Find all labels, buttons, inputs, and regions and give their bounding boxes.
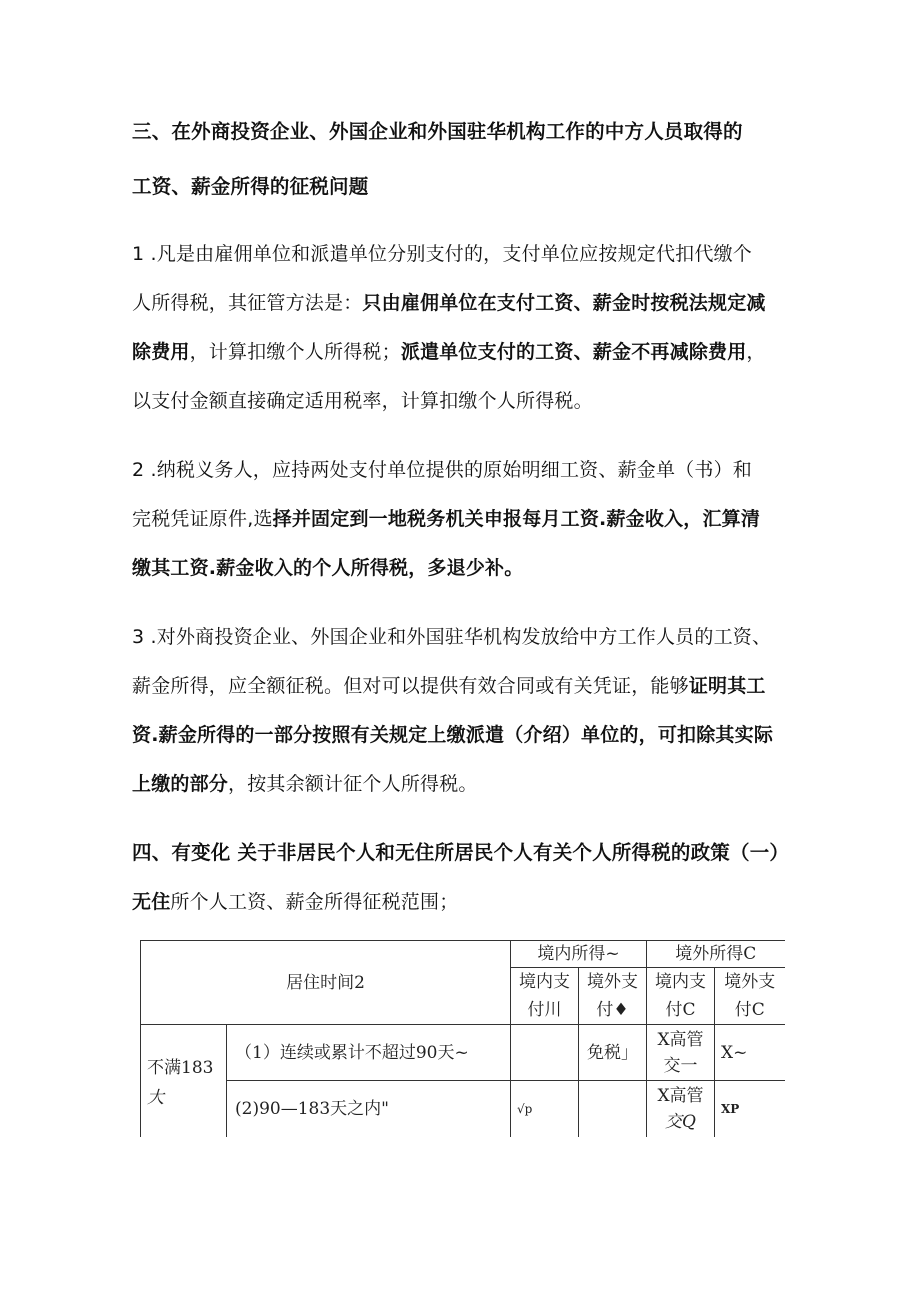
row-1-foreign-in-line-2: 交一: [663, 1055, 698, 1076]
para-2-line-2-bold: 择并固定到一地税务机关申报每月工资.薪金收入，汇算清: [272, 508, 761, 530]
para-3-line-4-bold: 上缴的部分: [132, 773, 229, 795]
section-3-title-line-2: 工资、薪金所得的征税问题: [132, 175, 369, 198]
para-1-line-3: [132, 338, 766, 366]
row-2-label: (2)90—183天之内": [227, 1081, 511, 1137]
para-1-line-2-bold: 只由雇佣单位在支付工资、薪金时按税法规定减: [362, 292, 766, 314]
group-under-183: [141, 1025, 227, 1137]
para-1-line-3-bold-a: 除费用: [132, 341, 190, 363]
row-2-domestic-in: √p: [511, 1081, 579, 1137]
section-4-line-2-normal: 所个人工资、薪金所得征税范围；: [170, 891, 459, 913]
para-3-line-2-bold: 证明其工: [688, 675, 766, 697]
header-domestic-income: 境内所得~: [511, 941, 647, 968]
subheader-foreign-paid-in: 境内支: [647, 968, 715, 996]
row-1-foreign-in-line-1: X高管: [657, 1029, 704, 1050]
row-1-domestic-in: [511, 1025, 579, 1081]
row-1-foreign-in: [647, 1025, 715, 1081]
row-2-foreign-in-line-2: 交Q: [665, 1111, 696, 1132]
para-3-line-4-normal: ，按其余额计征个人所得税。: [228, 773, 478, 795]
row-2-foreign-in: [647, 1081, 715, 1137]
group-label-line-2: 大: [147, 1088, 164, 1108]
row-1-label: （1）连续或累计不超过90天~: [227, 1025, 511, 1081]
row-1-domestic-out: 免税」: [579, 1025, 647, 1081]
para-1-line-2: [132, 289, 766, 317]
header-residence-time: 居住时间2: [141, 941, 511, 1025]
subheader-foreign-paid-in-2: 付C: [647, 996, 715, 1025]
para-2-line-2-normal: 完税凭证原件,选: [132, 508, 273, 530]
subheader-foreign-paid-out-2: 付C: [715, 996, 785, 1025]
section-4-line-2-bold: 无住: [132, 891, 171, 913]
subheader-domestic-paid-in-2: 付川: [511, 996, 579, 1025]
subheader-domestic-paid-in: 境内支: [511, 968, 579, 996]
subheader-domestic-paid-out-2: 付♦: [579, 996, 647, 1025]
row-2-domestic-out: [579, 1081, 647, 1137]
row-2-foreign-out: XP: [715, 1081, 785, 1137]
section-4-title-line-1: 四、有变化 关于非居民个人和无住所居民个人有关个人所得税的政策（一）: [132, 841, 790, 864]
subheader-domestic-paid-out: 境外支: [579, 968, 647, 996]
para-3-line-2-normal: 薪金所得，应全额征税。但对可以提供有效合同或有关凭证，能够: [132, 675, 689, 697]
para-3-line-3: 资.薪金所得的一部分按照有关规定上缴派遣（介绍）单位的，可扣除其实际: [132, 724, 774, 746]
para-1-line-2-normal: 人所得税，其征管方法是：: [132, 292, 363, 314]
para-3-line-2: [132, 672, 766, 700]
para-1-line-3-bold-b: 派遣单位支付的工资、薪金不再减除费用: [400, 341, 747, 363]
section-3-title-line-1: 三、在外商投资企业、外国企业和外国驻华机构工作的中方人员取得的: [132, 120, 743, 143]
subheader-foreign-paid-out: 境外支: [715, 968, 785, 996]
section-4-title-line-2: [132, 888, 458, 916]
para-1-line-3-normal: ，计算扣缴个人所得税；: [189, 341, 401, 363]
row-2-foreign-in-line-1: X高管: [657, 1085, 704, 1106]
para-2-line-1: 2 .纳税义务人，应持两处支付单位提供的原始明细工资、薪金单（书）和: [132, 459, 752, 481]
para-1-line-3-tail: ，: [746, 341, 766, 363]
para-2-line-3: 缴其工资.薪金收入的个人所得税，多退少补。: [132, 557, 524, 579]
row-1-foreign-out: X~: [715, 1025, 785, 1081]
group-label-line-1: 不满183: [147, 1058, 214, 1078]
para-3-line-1: 3 .对外商投资企业、外国企业和外国驻华机构发放给中方工作人员的工资、: [132, 626, 772, 648]
para-3-line-4: [132, 770, 478, 798]
header-foreign-income: 境外所得C: [647, 941, 785, 968]
para-2-line-2: [132, 505, 760, 533]
para-1-line-1: 1 .凡是由雇佣单位和派遣单位分别支付的，支付单位应按规定代扣代缴个: [132, 243, 752, 265]
tax-scope-table: [140, 940, 785, 1137]
para-1-line-4: 以支付金额直接确定适用税率，计算扣缴个人所得税。: [132, 390, 593, 412]
